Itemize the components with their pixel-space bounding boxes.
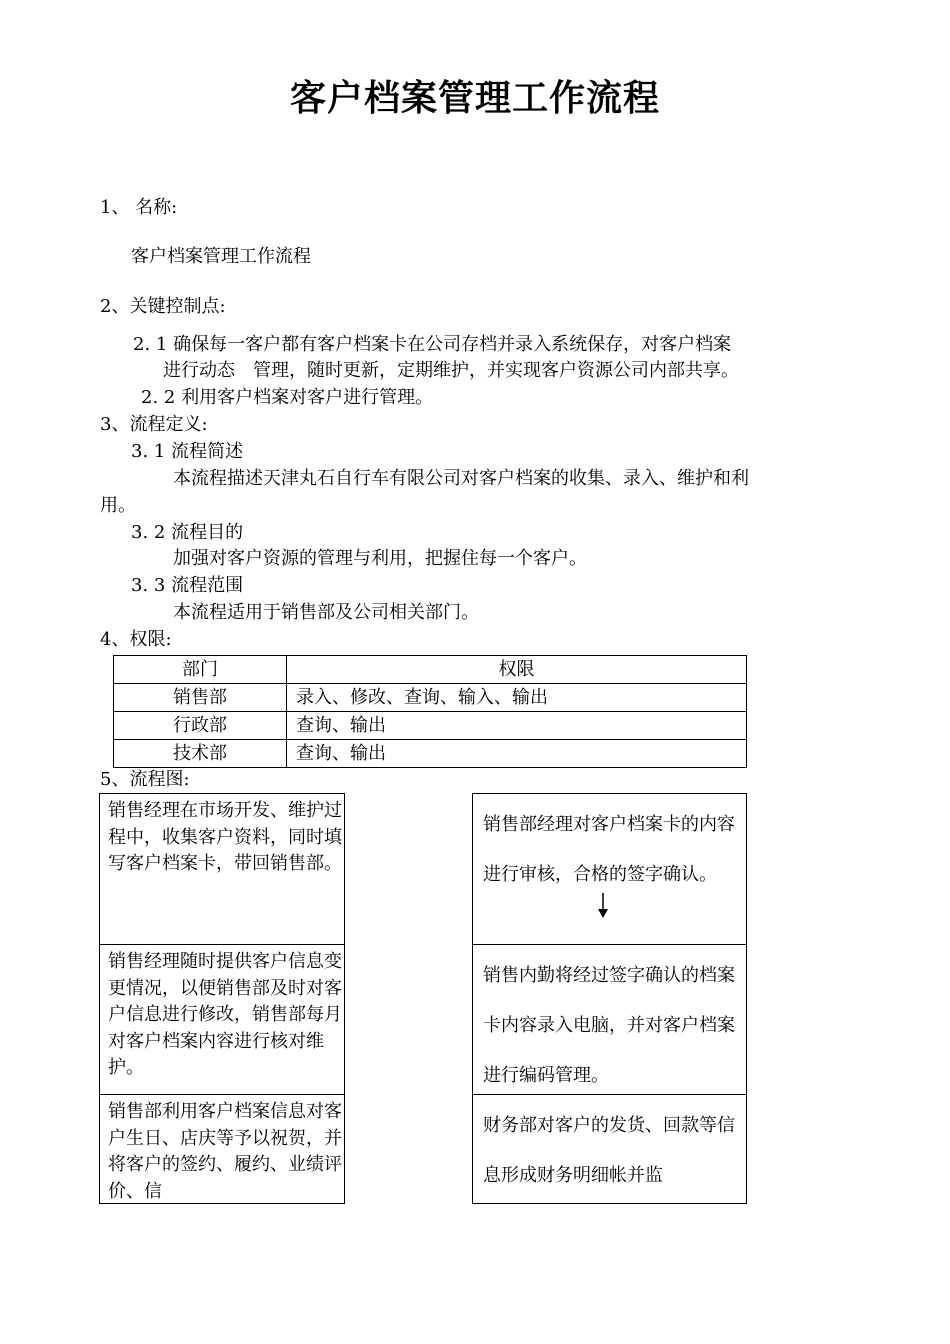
table-header-row — [114, 656, 747, 684]
flow-step-text: 销售部经理对客户档案卡的内容进行审核，合格的签字确认。 — [483, 814, 735, 885]
flow-step-right-1 — [472, 793, 747, 945]
header-dept: 部门 — [114, 656, 287, 684]
dept-cell: 销售部 — [114, 684, 287, 712]
flow-step-text: 财务部对客户的发货、回款等信息形成财务明细帐并监 — [483, 1115, 735, 1186]
section-1-body: 客户档案管理工作流程 — [131, 246, 311, 267]
flow-step-text: 销售部利用客户档案信息对客户生日、店庆等予以祝贺，并将客户的签约、履约、业绩评价、信 — [108, 1101, 342, 1202]
subsection-3-2-heading: 3. 2 流程目的 — [131, 522, 244, 543]
subsection-3-2-body: 加强对客户资源的管理与利用，把握住每一个客户。 — [173, 548, 587, 569]
flow-step-text: 销售经理在市场开发、维护过程中，收集客户资料，同时填写客户档案卡，带回销售部。 — [108, 800, 342, 874]
table-row — [114, 712, 747, 740]
section-3-heading: 3、流程定义: — [100, 414, 208, 435]
subsection-3-3-body: 本流程适用于销售部及公司相关部门。 — [173, 602, 479, 623]
flow-step-text: 销售内勤将经过签字确认的档案卡内容录入电脑，并对客户档案进行编码管理。 — [483, 965, 735, 1086]
section-4-heading: 4、权限: — [100, 629, 172, 650]
flow-step-left-1 — [99, 793, 345, 945]
section-2-heading: 2、关键控制点: — [100, 296, 226, 317]
table-row — [114, 740, 747, 768]
flow-step-right-2 — [472, 944, 747, 1095]
page-title: 客户档案管理工作流程 — [289, 78, 660, 119]
control-point-1-line2: 进行动态 管理，随时更新，定期维护，并实现客户资源公司内部共享。 — [163, 360, 739, 381]
dept-cell: 技术部 — [114, 740, 287, 768]
subsection-3-1-heading: 3. 1 流程简述 — [131, 441, 244, 462]
flow-step-right-3 — [472, 1094, 747, 1204]
arrow-down-icon — [597, 893, 609, 919]
control-point-1-line1: 2. 1 确保每一客户都有客户档案卡在公司存档并录入系统保存，对客户档案 — [133, 334, 732, 355]
perm-cell: 录入、修改、查询、输入、输出 — [287, 684, 747, 712]
flow-step-left-3 — [99, 1094, 345, 1204]
control-point-2: 2. 2 利用客户档案对客户进行管理。 — [141, 387, 434, 408]
header-perm: 权限 — [287, 656, 747, 684]
perm-cell: 查询、输出 — [287, 712, 747, 740]
perm-cell: 查询、输出 — [287, 740, 747, 768]
dept-cell: 行政部 — [114, 712, 287, 740]
permissions-table — [113, 655, 747, 768]
subsection-3-1-body-line2: 用。 — [100, 495, 136, 516]
subsection-3-3-heading: 3. 3 流程范围 — [131, 575, 244, 596]
flow-step-left-2 — [99, 944, 345, 1095]
section-5-heading: 5、流程图: — [100, 769, 190, 790]
table-row — [114, 684, 747, 712]
subsection-3-1-body-line1: 本流程描述天津丸石自行车有限公司对客户档案的收集、录入、维护和利 — [173, 468, 749, 489]
section-1-heading: 1、 名称: — [100, 197, 178, 218]
flow-step-text: 销售经理随时提供客户信息变更情况，以便销售部及时对客户信息进行修改，销售部每月对客户档案内容进行核对维护。 — [108, 951, 342, 1078]
